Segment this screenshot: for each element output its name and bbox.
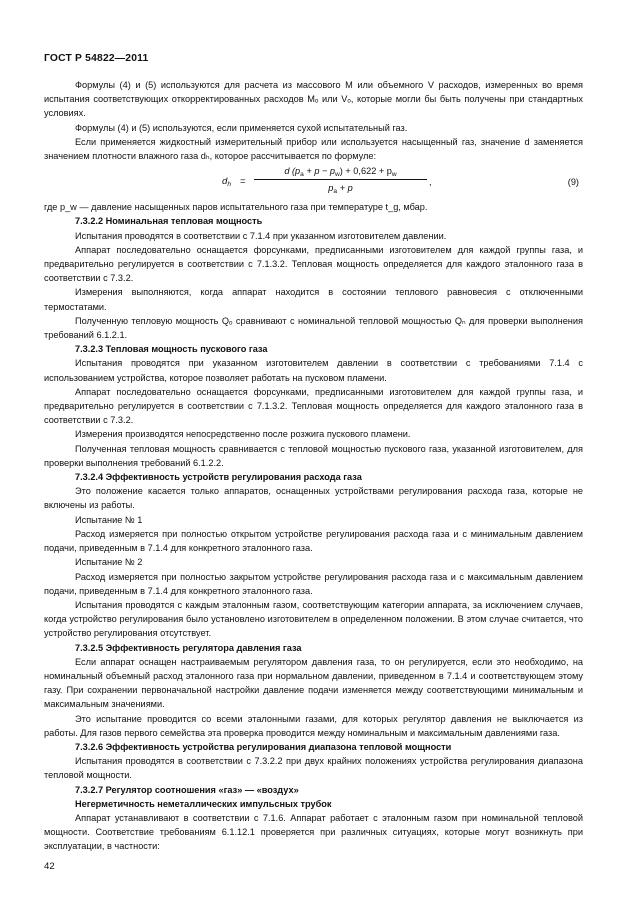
paragraph: Полученная тепловая мощность сравнивается с тепловой мощностью пускового газа, указанной изготовителем, для проверки выполнения требований 6.1.2.2.: [44, 443, 583, 468]
section-heading: 7.3.2.4 Эффективность устройств регулирования расхода газа: [75, 472, 362, 483]
paragraph: Испытания проводятся с каждым эталонным газом, соответствующим категории аппарата, за исключением случаев, когда устройство регулирования было установлено изготовителем в определенном положении. В этом случае считается, что устройство регулирования отсутствует.: [44, 599, 583, 639]
document-body: [44, 78, 583, 854]
section-heading: Негерметичность неметаллических импульсных трубок: [75, 798, 332, 809]
paragraph: Измерения производятся непосредственно после розжига пускового пламени.: [75, 429, 411, 440]
paragraph: Это положение касается только аппаратов, оснащенных устройствами регулирования расхода газа, которые не включены из работы.: [44, 486, 583, 511]
paragraph: Испытание № 1: [75, 514, 143, 525]
section-heading: 7.3.2.7 Регулятор соотношения «газ» — «воздух»: [75, 784, 299, 795]
fraction-bar: [254, 179, 427, 180]
paragraph: Если аппарат оснащен настраиваемым регулятором давления газа, то он регулируется, если это необходимо, на номинальный объемный расход эталонного газа при нормальном давлении, приведенном в 7.1.4 и соответствующем этому газу. При сохранении первоначальной настройки давление подачи изменяется между соответствующими минимальным и максимальным значениями.: [44, 656, 583, 710]
paragraph: Испытания проводятся при указанном изготовителем давлении в соответствии с требованиями 7.1.4 с использованием устройства, которое позволяет работать на пусковом пламени.: [44, 358, 583, 383]
paragraph: Формулы (4) и (5) используются для расчета из массового M или объемного V расходов, измеренных во время испытания соответствующих откорректированных расходов Mₒ или Vₒ, которые могли бы быть получены при стандартных условиях.: [44, 80, 583, 119]
paragraph: где p_w — давление насыщенных паров испытательного газа при температуре t_g, мбар.: [44, 202, 428, 213]
section-heading: 7.3.2.3 Тепловая мощность пускового газа: [75, 344, 268, 355]
paragraph: Аппарат последовательно оснащается форсунками, предписанными изготовителем для каждой группы газа, и предварительно регулируется в соответствии с 7.1.3.2. Тепловая мощность определяется для каждого эталонного газа в соответствии с 7.3.2.: [44, 386, 583, 426]
formula-lhs: $d_h$: [222, 176, 232, 189]
paragraph: Испытания проводятся в соответствии с 7.1.4 при указанном изготовителем давлении.: [75, 230, 447, 241]
paragraph: Это испытание проводится со всеми эталонными газами, для которых регулятор давления не выключается из работы. Для газов первого семейства эта проверка проводится между номинальным и максимальным давлениями газа.: [44, 713, 583, 738]
paragraph: Аппарат устанавливают в соответствии с 7.1.6. Аппарат работает с эталонным газом при номинальной тепловой мощности. Соответствие требованиям 6.1.12.1 проверяется при различных ситуациях, которые могут возникнуть при эксплуатации, в частности:: [44, 812, 583, 852]
formula-9: [44, 164, 583, 200]
paragraph: Если применяется жидкостный измерительный прибор или используется насыщенный газ, значение d заменяется значением плотности влажного газа dₕ, которое рассчитывается по формуле:: [44, 136, 583, 162]
paragraph: Испытание № 2: [75, 557, 143, 568]
formula-number: (9): [567, 177, 579, 188]
section-heading: 7.3.2.5 Эффективность регулятора давления газа: [75, 642, 302, 653]
paragraph: Полученную тепловую мощность Qₒ сравнивают с номинальной тепловой мощностью Qₙ для проверки выполнения требований 6.1.2.1.: [44, 315, 583, 341]
section-heading: 7.3.2.6 Эффективность устройства регулирования диапазона тепловой мощности: [75, 741, 452, 752]
formula-fraction: [254, 164, 427, 195]
formula-denominator: $p_a + p$: [328, 183, 353, 196]
formula-numerator: d $(p_a + p - p_w) + 0,622 + p_w$: [284, 166, 397, 179]
document-header: ГОСТ Р 54822—2011: [44, 53, 149, 64]
paragraph: Испытания проводятся в соответствии с 7.3.2.2 при двух крайних положениях устройства регулирования диапазона тепловой мощности.: [44, 756, 583, 781]
formula-equals: =: [240, 176, 246, 188]
paragraph: Формулы (4) и (5) используются, если применяется сухой испытательный газ.: [75, 122, 408, 133]
paragraph: Аппарат последовательно оснащается форсунками, предписанными изготовителем для каждой группы газа, и предварительно регулируется в соответствии с 7.1.3.2. Тепловая мощность определяется для каждого эталонного газа в соответствии с 7.3.2.: [44, 244, 583, 284]
page-number: 42: [44, 861, 55, 872]
paragraph: Расход измеряется при полностью закрытом устройстве регулирования расхода газа и с максимальным давлением подачи, приведенным в 7.1.4 для конкретного эталонного газа.: [44, 571, 583, 596]
section-heading: 7.3.2.2 Номинальная тепловая мощность: [75, 216, 263, 227]
paragraph: Расход измеряется при полностью открытом устройстве регулирования расхода газа и с минимальным давлением подачи, приведенным в 7.1.4 для конкретного эталонного газа.: [44, 528, 583, 554]
formula-comma: ,: [429, 177, 432, 188]
paragraph: Измерения выполняются, когда аппарат находится в состоянии теплового равновесия с отключенными термостатами.: [44, 287, 583, 312]
